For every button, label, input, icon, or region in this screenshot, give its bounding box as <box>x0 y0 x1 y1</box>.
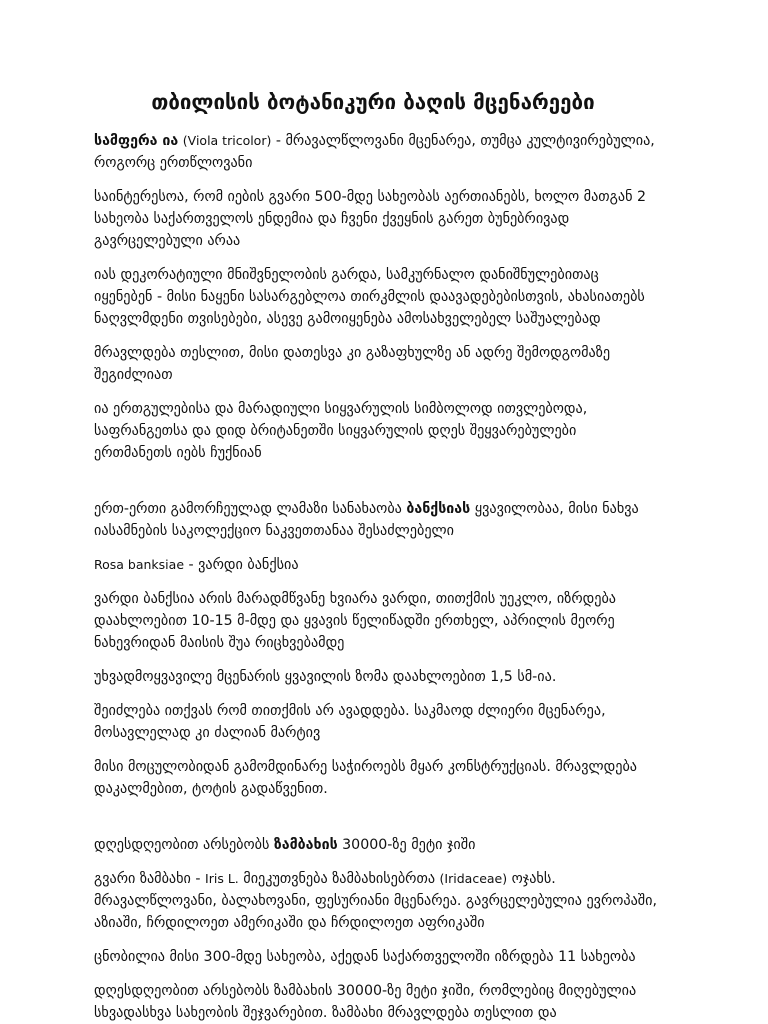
paragraph-viola-propagation: მრავლდება თესლით, მისი დათესვა კი გაზაფხულზე ან ადრე შემოდგომაზე შეგიძლიათ <box>94 345 611 383</box>
paragraph-viola-medicinal: იას დეკორატიული მნიშვნელობის გარდა, სამკურნალო დანიშნულებითაც იყენებენ - მისი ნაყენი სასარგებლოა თირკმლის დაავადებებისთვის, ახასიათებს ნაღვლმდენი თვისებები, ასევე გამოიყენება ამოსახველებელ საშუალებად <box>94 267 645 327</box>
paragraph-banksia-support: მისი მოცულობიდან გამომდინარე საჭიროებს მყარ კონსტრუქციას. მრავლდება დაკალმებით, ტოტის გადაწვენით. <box>94 759 637 797</box>
text-iris-genus-mid: მიეკუთვნება ზამბახისებრთა <box>238 871 440 887</box>
paragraph-viola-species: საინტერესოა, რომ იების გვარი 500-მდე სახეობას აერთიანებს, ხოლო მათგან 2 სახეობა საქართველოს ენდემია და ჩვენი ქვეყნის გარეთ ბუნებრივად გავრცელებული არაა <box>94 189 647 249</box>
paragraph-iris-species-count: ცნობილია მისი 300-მდე სახეობა, აქედან საქართველოში იზრდება 11 სახეობა <box>94 949 636 965</box>
bold-term-banksia: ბანქსიას <box>406 501 471 517</box>
text-iris-post: 30000-ზე მეტი ჯიში <box>337 837 476 853</box>
paragraph-viola-intro <box>94 130 658 174</box>
paragraph-banksia-intro <box>94 498 658 542</box>
text-viola-intro: - მრავალწლოვანი მცენარეა, თუმცა კულტივირებულია, როგორც ერთწლოვანი <box>94 133 655 171</box>
bold-term-iris: ზამბახის <box>273 837 338 853</box>
paragraph-banksia-hardiness: შეიძლება ითქვას რომ თითქმის არ ავადდება. საკმაოდ ძლიერი მცენარეა, მოსავლელად კი ძალიან მარტივ <box>94 703 606 741</box>
paragraph-iris-cultivars: დღესდღეობით არსებობს ზამბახის 30000-ზე მეტი ჯიში, რომლებიც მიღებულია სხვადასხვა სახეობის შეჯვარებით. ზამბახი მრავლდება თესლით და <box>94 983 637 1021</box>
bold-term-viola: სამფერა ია <box>94 133 179 149</box>
text-banksia-pre: ერთ-ერთი გამორჩეულად ლამაზი სანახაობა <box>94 501 407 517</box>
paragraph-banksia-name <box>94 554 658 576</box>
paragraph-banksia-description: ვარდი ბანქსია არის მარადმწვანე ხვიარა ვარდი, თითქმის უეკლო, იზრდება დაახლოებით 10-15 მ-მდე და ყვავის წელიწადში ერთხელ, აპრილის მეორე ნახევრიდან მაისის შუა რიცხვებამდე <box>94 591 616 651</box>
latin-name-iris: Iris L. <box>205 871 239 886</box>
paragraph-iris-genus <box>94 868 658 934</box>
section-gap <box>94 812 658 834</box>
paragraph-iris-intro <box>94 834 658 856</box>
section-gap <box>94 476 658 498</box>
latin-name-viola: (Viola tricolor) <box>182 133 272 148</box>
text-banksia-name: - ვარდი ბანქსია <box>184 557 299 573</box>
text-iris-genus-pre: გვარი ზამბახი - <box>94 871 206 887</box>
text-iris-pre: დღესდღეობით არსებობს <box>94 837 274 853</box>
text-iris-genus-rest: ოჯახს. მრავალწლოვანი, ბალახოვანი, ფესურიანი მცენარეა. გავრცელებულია ევროპაში, აზიაში, ჩრდილოეთ ამერიკაში და ჩრდილოეთ აფრიკაში <box>94 871 657 931</box>
paragraph-banksia-flower-size: უხვადმოყვავილე მცენარის ყვავილის ზომა დაახლოებით 1,5 სმ-ია. <box>94 669 557 685</box>
page-title: თბილისის ბოტანიკური ბაღის მცენარეები <box>151 90 595 114</box>
latin-name-banksia: Rosa banksiae <box>94 557 185 572</box>
text-banksia-post: ყვავილობაა, მისი ნახვა იასამნების საკოლექციო ნაკვეთთანაა შესაძლებელი <box>94 501 639 539</box>
latin-name-iridaceae: (Iridaceae) <box>439 871 508 886</box>
paragraph-viola-symbol: ია ერთგულებისა და მარადიული სიყვარულის სიმბოლოდ ითვლებოდა, საფრანგეთსა და დიდ ბრიტანეთში სიყვარულის დღეს შეყვარებულები ერთმანეთს იებს ჩუქნიან <box>94 401 588 461</box>
